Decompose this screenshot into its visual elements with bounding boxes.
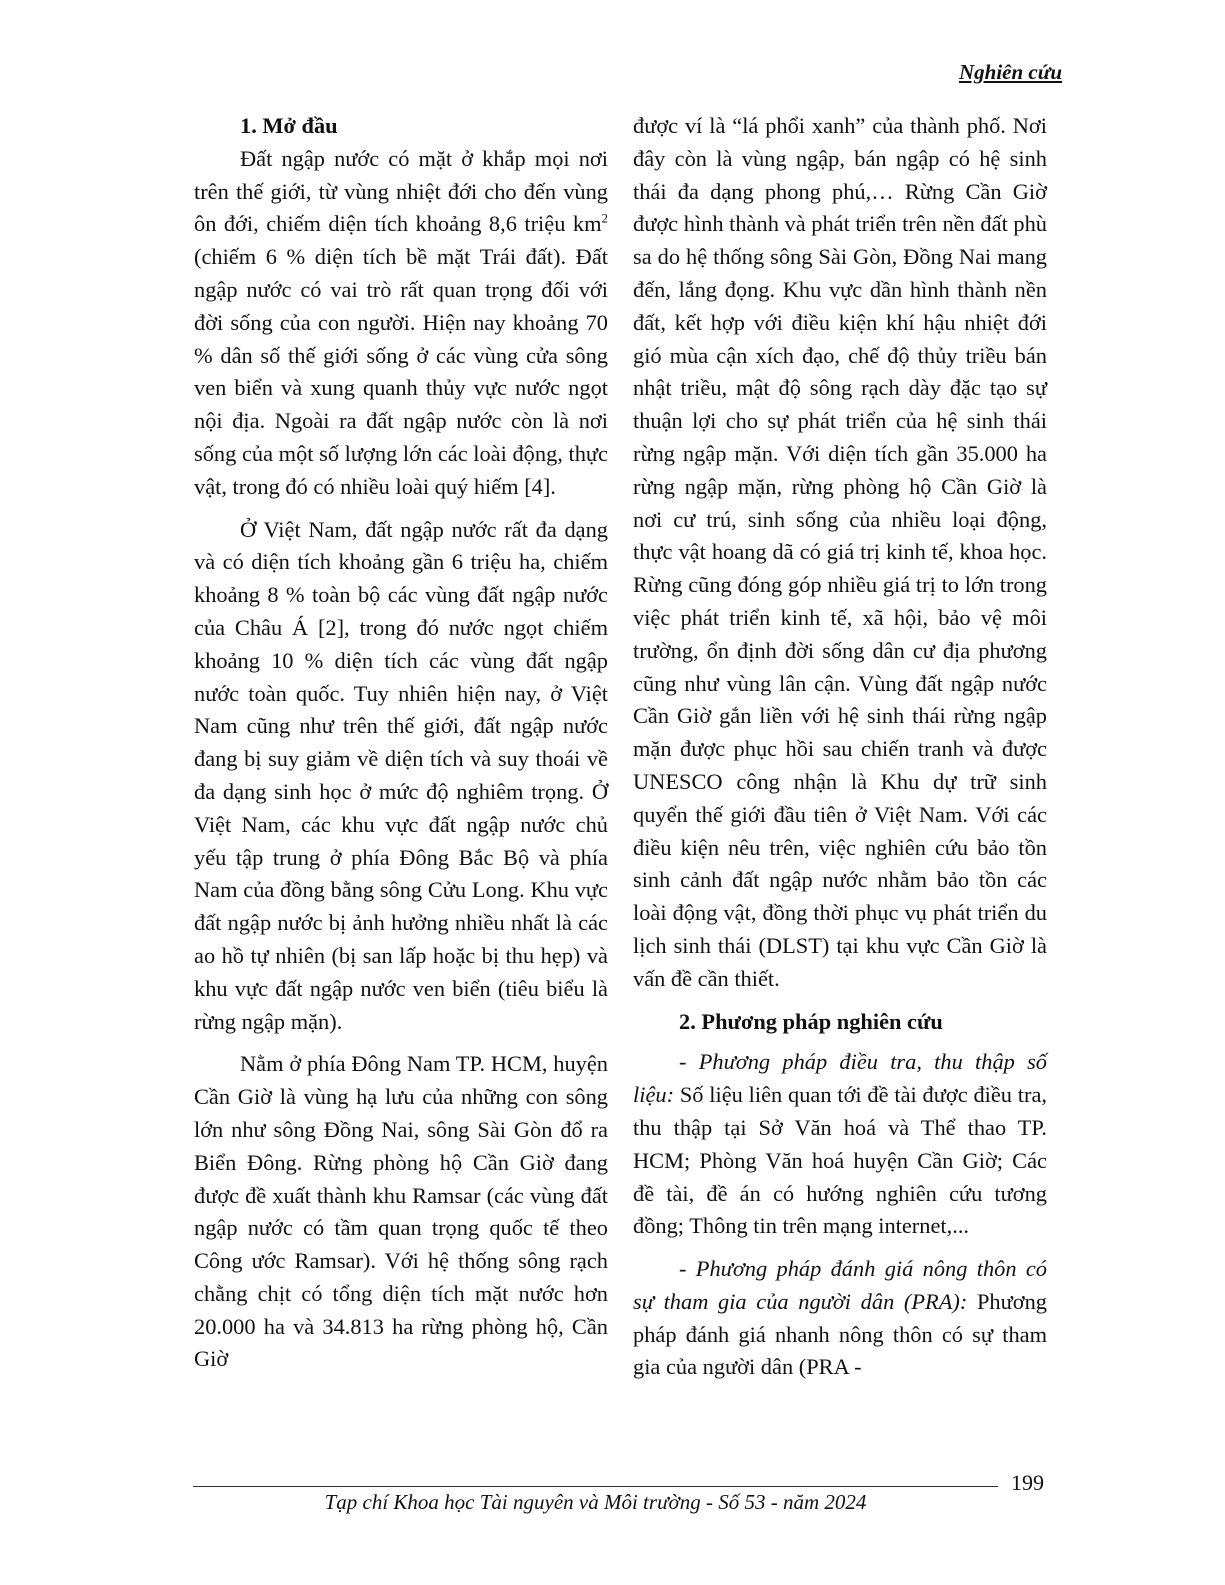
section-header: Nghiên cứu (958, 60, 1062, 84)
paragraph: được ví là “lá phổi xanh” của thành phố. Nơi đây còn là vùng ngập, bán ngập có hệ sinh thái đa dạng phong phú,… Rừng Cần Giờ được hình thành và phát triển trên nền đất phù sa do hệ thống sông Sài Gòn, Đồng Nai mang đến, lắng đọng. Khu vực dần hình thành nền đất, kết hợp với điều kiện khí hậu nhiệt đới gió mùa cận xích đạo, chế độ thủy triều bán nhật triều, mật độ sông rạch dày đặc tạo sự thuận lợi cho sự phát triển của hệ sinh thái rừng ngập mặn. Với diện tích gần 35.000 ha rừng ngập mặn, rừng phòng hộ Cần Giờ là nơi cư trú, sinh sống của nhiều loại động, thực vật hoang dã có giá trị kinh tế, khoa học. Rừng cũng đóng góp nhiều giá trị to lớn trong việc phát triển kinh tế, xã hội, bảo vệ môi trường, ổn định đời sống dân cư địa phương cũng như vùng lân cận. Vùng đất ngập nước Cần Giờ gắn liền với hệ sinh thái rừng ngập mặn được phục hồi sau chiến tranh và được UNESCO công nhận là Khu dự trữ sinh quyển thế giới đầu tiên ở Việt Nam. Với các điều kiện nêu trên, việc nghiên cứu bảo tồn sinh cảnh đất ngập nước nhằm bảo tồn các loài động vật, đồng thời phục vụ phát triển du lịch sinh thái (DLST) tại khu vực Cần Giờ là vấn đề cần thiết. (633, 113, 1047, 991)
page-number: 199 (1011, 1470, 1044, 1495)
paragraph-text: Đất ngập nước có mặt ở khắp mọi nơi trên thế giới, từ vùng nhiệt đới cho đến vùng ôn đới, chiếm diện tích khoảng 8,6 triệu km (194, 145, 608, 237)
method-label: - Phương pháp điều tra, thu thập số liệu: (633, 1049, 1047, 1108)
paragraph (633, 1253, 1047, 1384)
journal-footer: Tạp chí Khoa học Tài nguyên và Môi trường - Số 53 - năm 2024 (324, 1490, 867, 1514)
section-heading-intro: 1. Mở đầu (240, 113, 338, 138)
paragraph: Ở Việt Nam, đất ngập nước rất đa dạng và có diện tích khoảng gần 6 triệu ha, chiếm khoảng 8 % toàn bộ các vùng đất ngập nước của Châu Á [2], trong đó nước ngọt chiếm khoảng 10 % diện tích các vùng đất ngập nước toàn quốc. Tuy nhiên hiện nay, ở Việt Nam cũng như trên thế giới, đất ngập nước đang bị suy giảm về diện tích và suy thoái về đa dạng sinh học ở mức độ nghiêm trọng. Ở Việt Nam, các khu vực đất ngập nước chủ yếu tập trung ở phía Đông Bắc Bộ và phía Nam của đồng bằng sông Cửu Long. Khu vực đất ngập nước bị ảnh hưởng nhiều nhất là các ao hồ tự nhiên (bị san lấp hoặc bị thu hẹp) và khu vực đất ngập nước ven biển (tiêu biểu là rừng ngập mặn). (194, 516, 608, 1034)
right-column (633, 110, 1047, 1384)
paragraph-text: Phương pháp đánh giá nhanh nông thôn có sự tham gia của người dân (PRA - (633, 1288, 1047, 1380)
paragraph (633, 1046, 1047, 1243)
paragraph: Nằm ở phía Đông Nam TP. HCM, huyện Cần Giờ là vùng hạ lưu của những con sông lớn như sông Đồng Nai, sông Sài Gòn đổ ra Biển Đông. Rừng phòng hộ Cần Giờ đang được đề xuất thành khu Ramsar (các vùng đất ngập nước có tầm quan trọng quốc tế theo Công ước Ramsar). Với hệ thống sông rạch chằng chịt có tổng diện tích mặt nước hơn 20.000 ha và 34.813 ha rừng phòng hộ, Cần Giờ (194, 1051, 608, 1372)
section-heading-methods: 2. Phương pháp nghiên cứu (679, 1008, 943, 1034)
paragraph (194, 143, 608, 504)
superscript: 2 (601, 210, 608, 226)
paragraph-text: (chiếm 6 % diện tích bề mặt Trái đất). Đất ngập nước có vai trò rất quan trọng đối với đời sống của con người. Hiện nay khoảng 70 % dân số thế giới sống ở các vùng cửa sông ven biển và xung quanh thủy vực nước ngọt nội địa. Ngoài ra đất ngập nước còn là nơi sống của một số lượng lớn các loài động, thực vật, trong đó có nhiều loài quý hiếm [4]. (194, 244, 608, 499)
footer-rule (193, 1486, 998, 1487)
left-column (194, 110, 608, 1376)
paragraph-text: Số liệu liên quan tới đề tài được điều tra, thu thập tại Sở Văn hoá và Thể thao TP. HCM; Phòng Văn hoá huyện Cần Giờ; Các đề tài, đề án có hướng nghiên cứu tương đồng; Thông tin trên mạng internet,... (633, 1082, 1047, 1239)
method-label: - Phương pháp đánh giá nông thôn có sự tham gia của người dân (PRA): (633, 1256, 1047, 1314)
